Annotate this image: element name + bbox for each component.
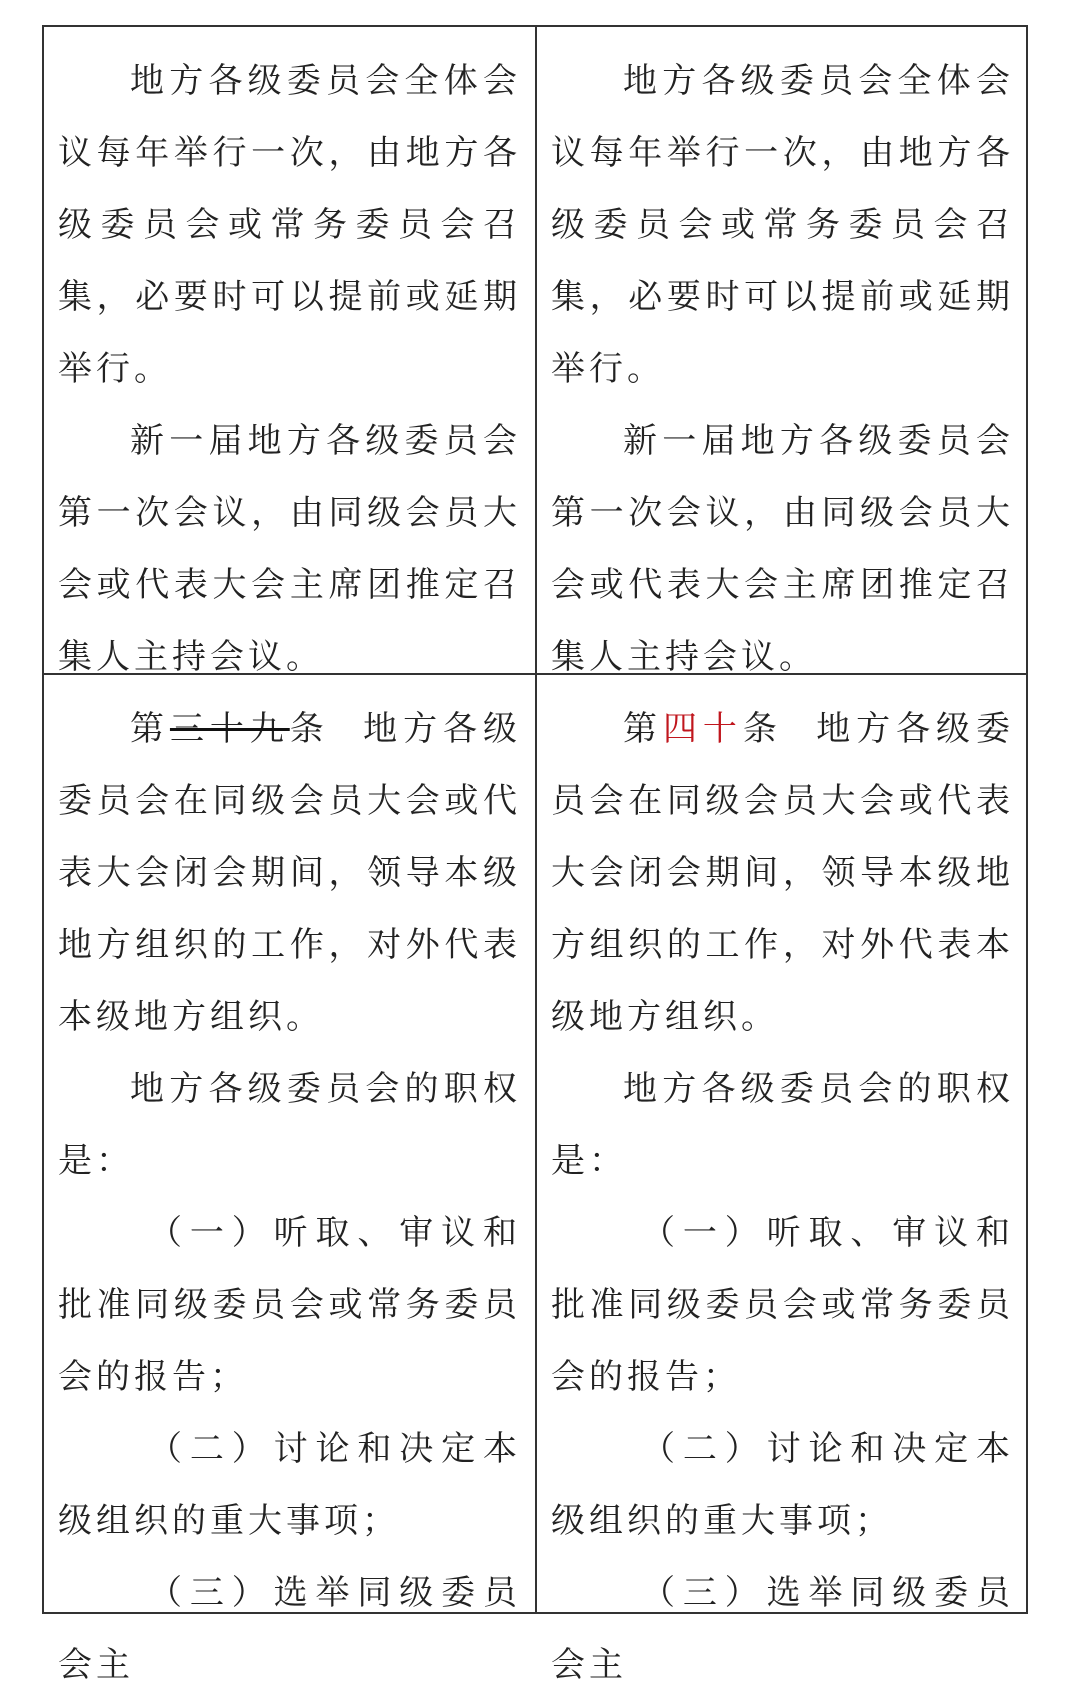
new-article-number: 四十 <box>662 709 743 749</box>
article-text: 地方各级委员会在同级会员大会或代表大会闭会期间，领导本级地方组织的工作，对外代表本级地方组织。 <box>551 709 1014 1037</box>
paragraph-powers: 地方各级委员会的职权是： <box>58 1069 521 1181</box>
cell-revised-bottom <box>537 675 1028 1685</box>
cell-original-bottom <box>44 675 537 1685</box>
list-item-3: （三）选举同级委员会主 <box>551 1573 1014 1685</box>
article-paragraph <box>58 693 521 1053</box>
list-item-2: （二）讨论和决定本级组织的重大事项； <box>551 1429 1014 1541</box>
paragraph-plenary-meeting: 地方各级委员会全体会议每年举行一次，由地方各级委员会或常务委员会召集，必要时可以提前或延期举行。 <box>58 61 521 389</box>
cell-revised-top <box>537 27 1028 675</box>
list-item-3: （三）选举同级委员会主 <box>58 1573 521 1685</box>
comparison-table <box>42 25 1028 1685</box>
article-prefix: 第 <box>130 709 170 749</box>
article-suffix: 条 <box>289 709 330 749</box>
paragraph-powers: 地方各级委员会的职权是： <box>551 1069 1014 1181</box>
list-item-2: （二）讨论和决定本级组织的重大事项； <box>58 1429 521 1541</box>
list-item-1: （一）听取、审议和批准同级委员会或常务委员会的报告； <box>551 1213 1014 1397</box>
paragraph-plenary-meeting: 地方各级委员会全体会议每年举行一次，由地方各级委员会或常务委员会召集，必要时可以提前或延期举行。 <box>551 61 1014 389</box>
cell-original-top <box>44 27 537 675</box>
deleted-article-number: 三十九 <box>169 709 290 749</box>
article-prefix: 第 <box>623 709 663 749</box>
paragraph-first-meeting: 新一届地方各级委员会第一次会议，由同级会员大会或代表大会主席团推定召集人主持会议。 <box>58 421 521 677</box>
article-suffix: 条 <box>742 709 783 749</box>
list-item-1: （一）听取、审议和批准同级委员会或常务委员会的报告； <box>58 1213 521 1397</box>
article-paragraph <box>551 693 1014 1053</box>
article-text: 地方各级委员会在同级会员大会或代表大会闭会期间，领导本级地方组织的工作，对外代表本级地方组织。 <box>58 709 521 1037</box>
paragraph-first-meeting: 新一届地方各级委员会第一次会议，由同级会员大会或代表大会主席团推定召集人主持会议。 <box>551 421 1014 677</box>
